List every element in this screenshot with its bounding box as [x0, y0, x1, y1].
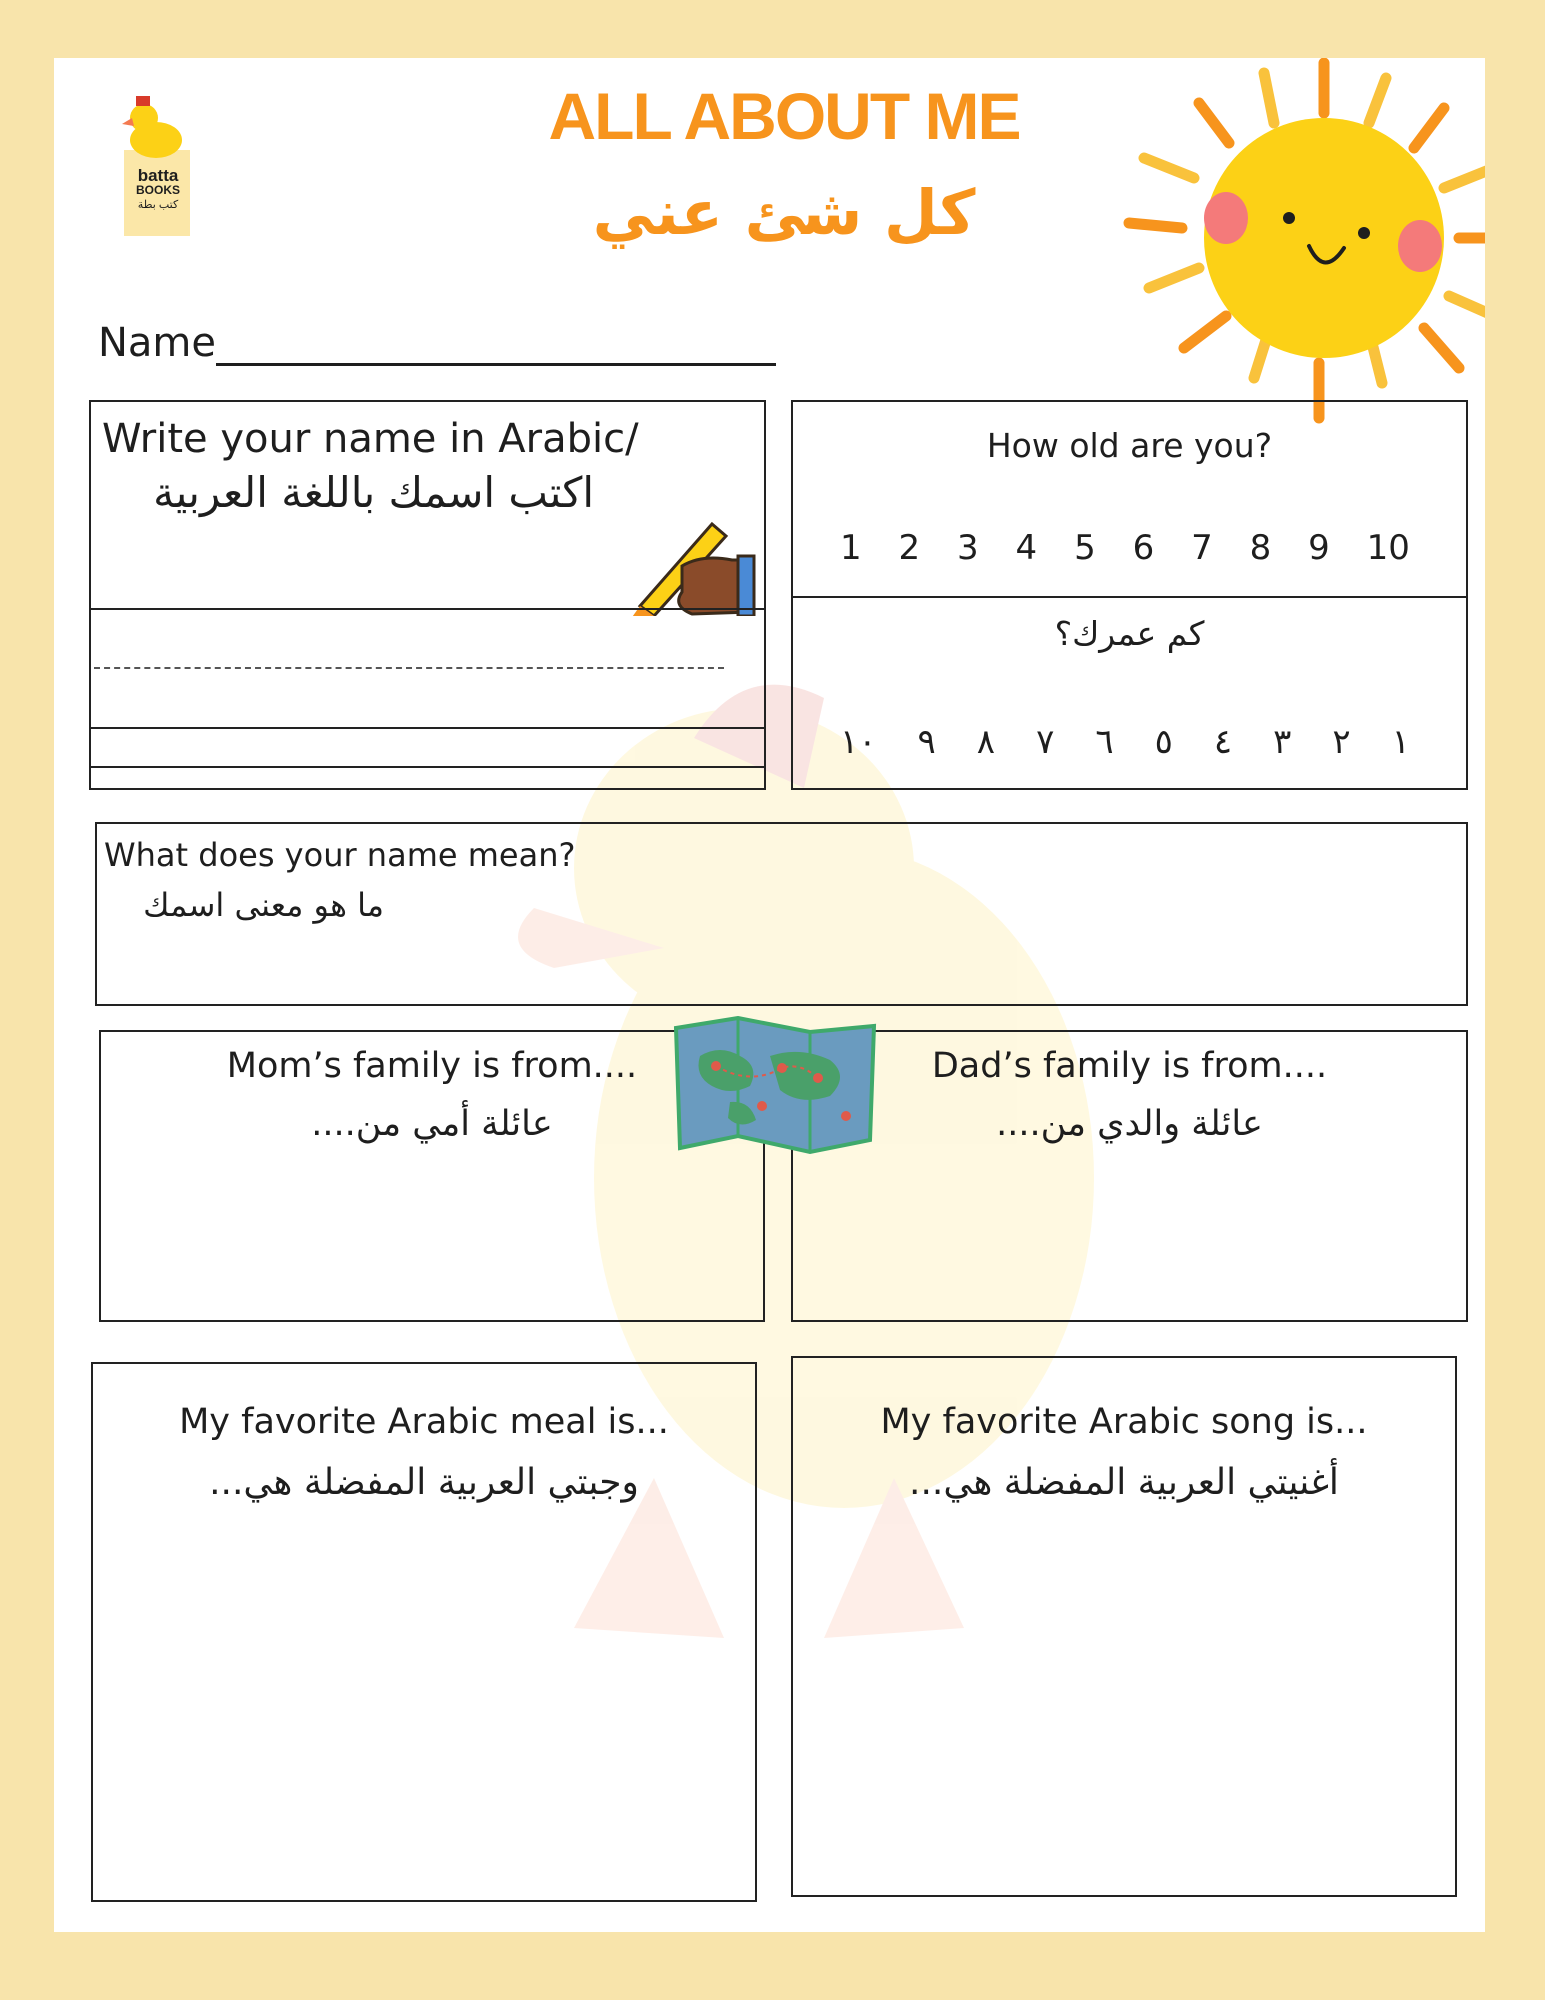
write-line-top	[90, 608, 765, 610]
age-numbers-en	[840, 528, 1410, 568]
mom-family-label-ar: عائلة أمي من....	[311, 1104, 553, 1144]
mom-family-label-en: Mom’s family is from....	[226, 1046, 638, 1086]
world-map-icon	[670, 1016, 880, 1156]
age-number-8[interactable]: 8	[1249, 528, 1272, 568]
write-line-bottom	[90, 766, 765, 768]
batta-books-logo	[120, 88, 196, 238]
age-number-ar-3[interactable]: ٣	[1273, 722, 1292, 762]
age-number-2[interactable]: 2	[898, 528, 921, 568]
name-meaning-label-en: What does your name mean?	[104, 836, 576, 874]
favorite-song-label-ar: أغنيتي العربية المفضلة هي...	[909, 1462, 1339, 1503]
favorite-meal-label-ar: وجبتي العربية المفضلة هي...	[209, 1462, 639, 1503]
age-number-4[interactable]: 4	[1015, 528, 1038, 568]
age-number-7[interactable]: 7	[1191, 528, 1213, 568]
favorite-meal-box[interactable]	[91, 1362, 757, 1902]
age-number-ar-7[interactable]: ٧	[1036, 722, 1055, 762]
title-arabic: كل شئ عني	[592, 176, 976, 249]
sun-icon	[1114, 58, 1485, 448]
dad-family-label-ar: عائلة والدي من....	[996, 1104, 1263, 1144]
age-number-ar-6[interactable]: ٦	[1095, 722, 1114, 762]
age-number-6[interactable]: 6	[1132, 528, 1155, 568]
age-number-ar-10[interactable]: ١٠	[840, 722, 877, 762]
name-meaning-label-ar: ما هو معنى اسمك	[143, 886, 384, 924]
logo-text: batta BOOKS كتب بطة	[135, 166, 180, 211]
age-question-ar: كم عمرك؟	[1054, 614, 1205, 653]
age-number-3[interactable]: 3	[957, 528, 979, 568]
age-numbers-ar	[840, 722, 1410, 762]
age-number-ar-8[interactable]: ٨	[976, 722, 996, 762]
name-label: Name	[98, 320, 217, 366]
age-number-ar-1[interactable]: ١	[1391, 722, 1410, 762]
write-line-dashed	[94, 667, 724, 669]
age-number-ar-4[interactable]: ٤	[1213, 722, 1233, 762]
favorite-meal-label-en: My favorite Arabic meal is...	[179, 1402, 669, 1442]
age-number-5[interactable]: 5	[1074, 528, 1096, 568]
age-question-en: How old are you?	[986, 426, 1273, 465]
age-number-ar-5[interactable]: ٥	[1154, 722, 1173, 762]
write-name-label-en: Write your name in Arabic/	[102, 416, 639, 462]
name-field[interactable]	[98, 320, 776, 366]
worksheet-page	[54, 58, 1485, 1932]
age-number-ar-9[interactable]: ٩	[917, 722, 936, 762]
dad-family-label-en: Dad’s family is from....	[931, 1046, 1328, 1086]
writing-hand-icon	[622, 516, 756, 616]
age-number-ar-2[interactable]: ٢	[1332, 722, 1351, 762]
write-line-mid	[90, 727, 765, 729]
write-name-label-ar: اكتب اسمك باللغة العربية	[153, 468, 594, 517]
title-english: ALL ABOUT ME	[548, 79, 1020, 153]
favorite-song-label-en: My favorite Arabic song is...	[880, 1402, 1368, 1442]
age-number-1[interactable]: 1	[840, 528, 862, 568]
age-number-10[interactable]: 10	[1366, 528, 1410, 568]
age-number-9[interactable]: 9	[1308, 528, 1330, 568]
age-divider	[792, 596, 1467, 598]
name-underline[interactable]	[216, 327, 776, 366]
